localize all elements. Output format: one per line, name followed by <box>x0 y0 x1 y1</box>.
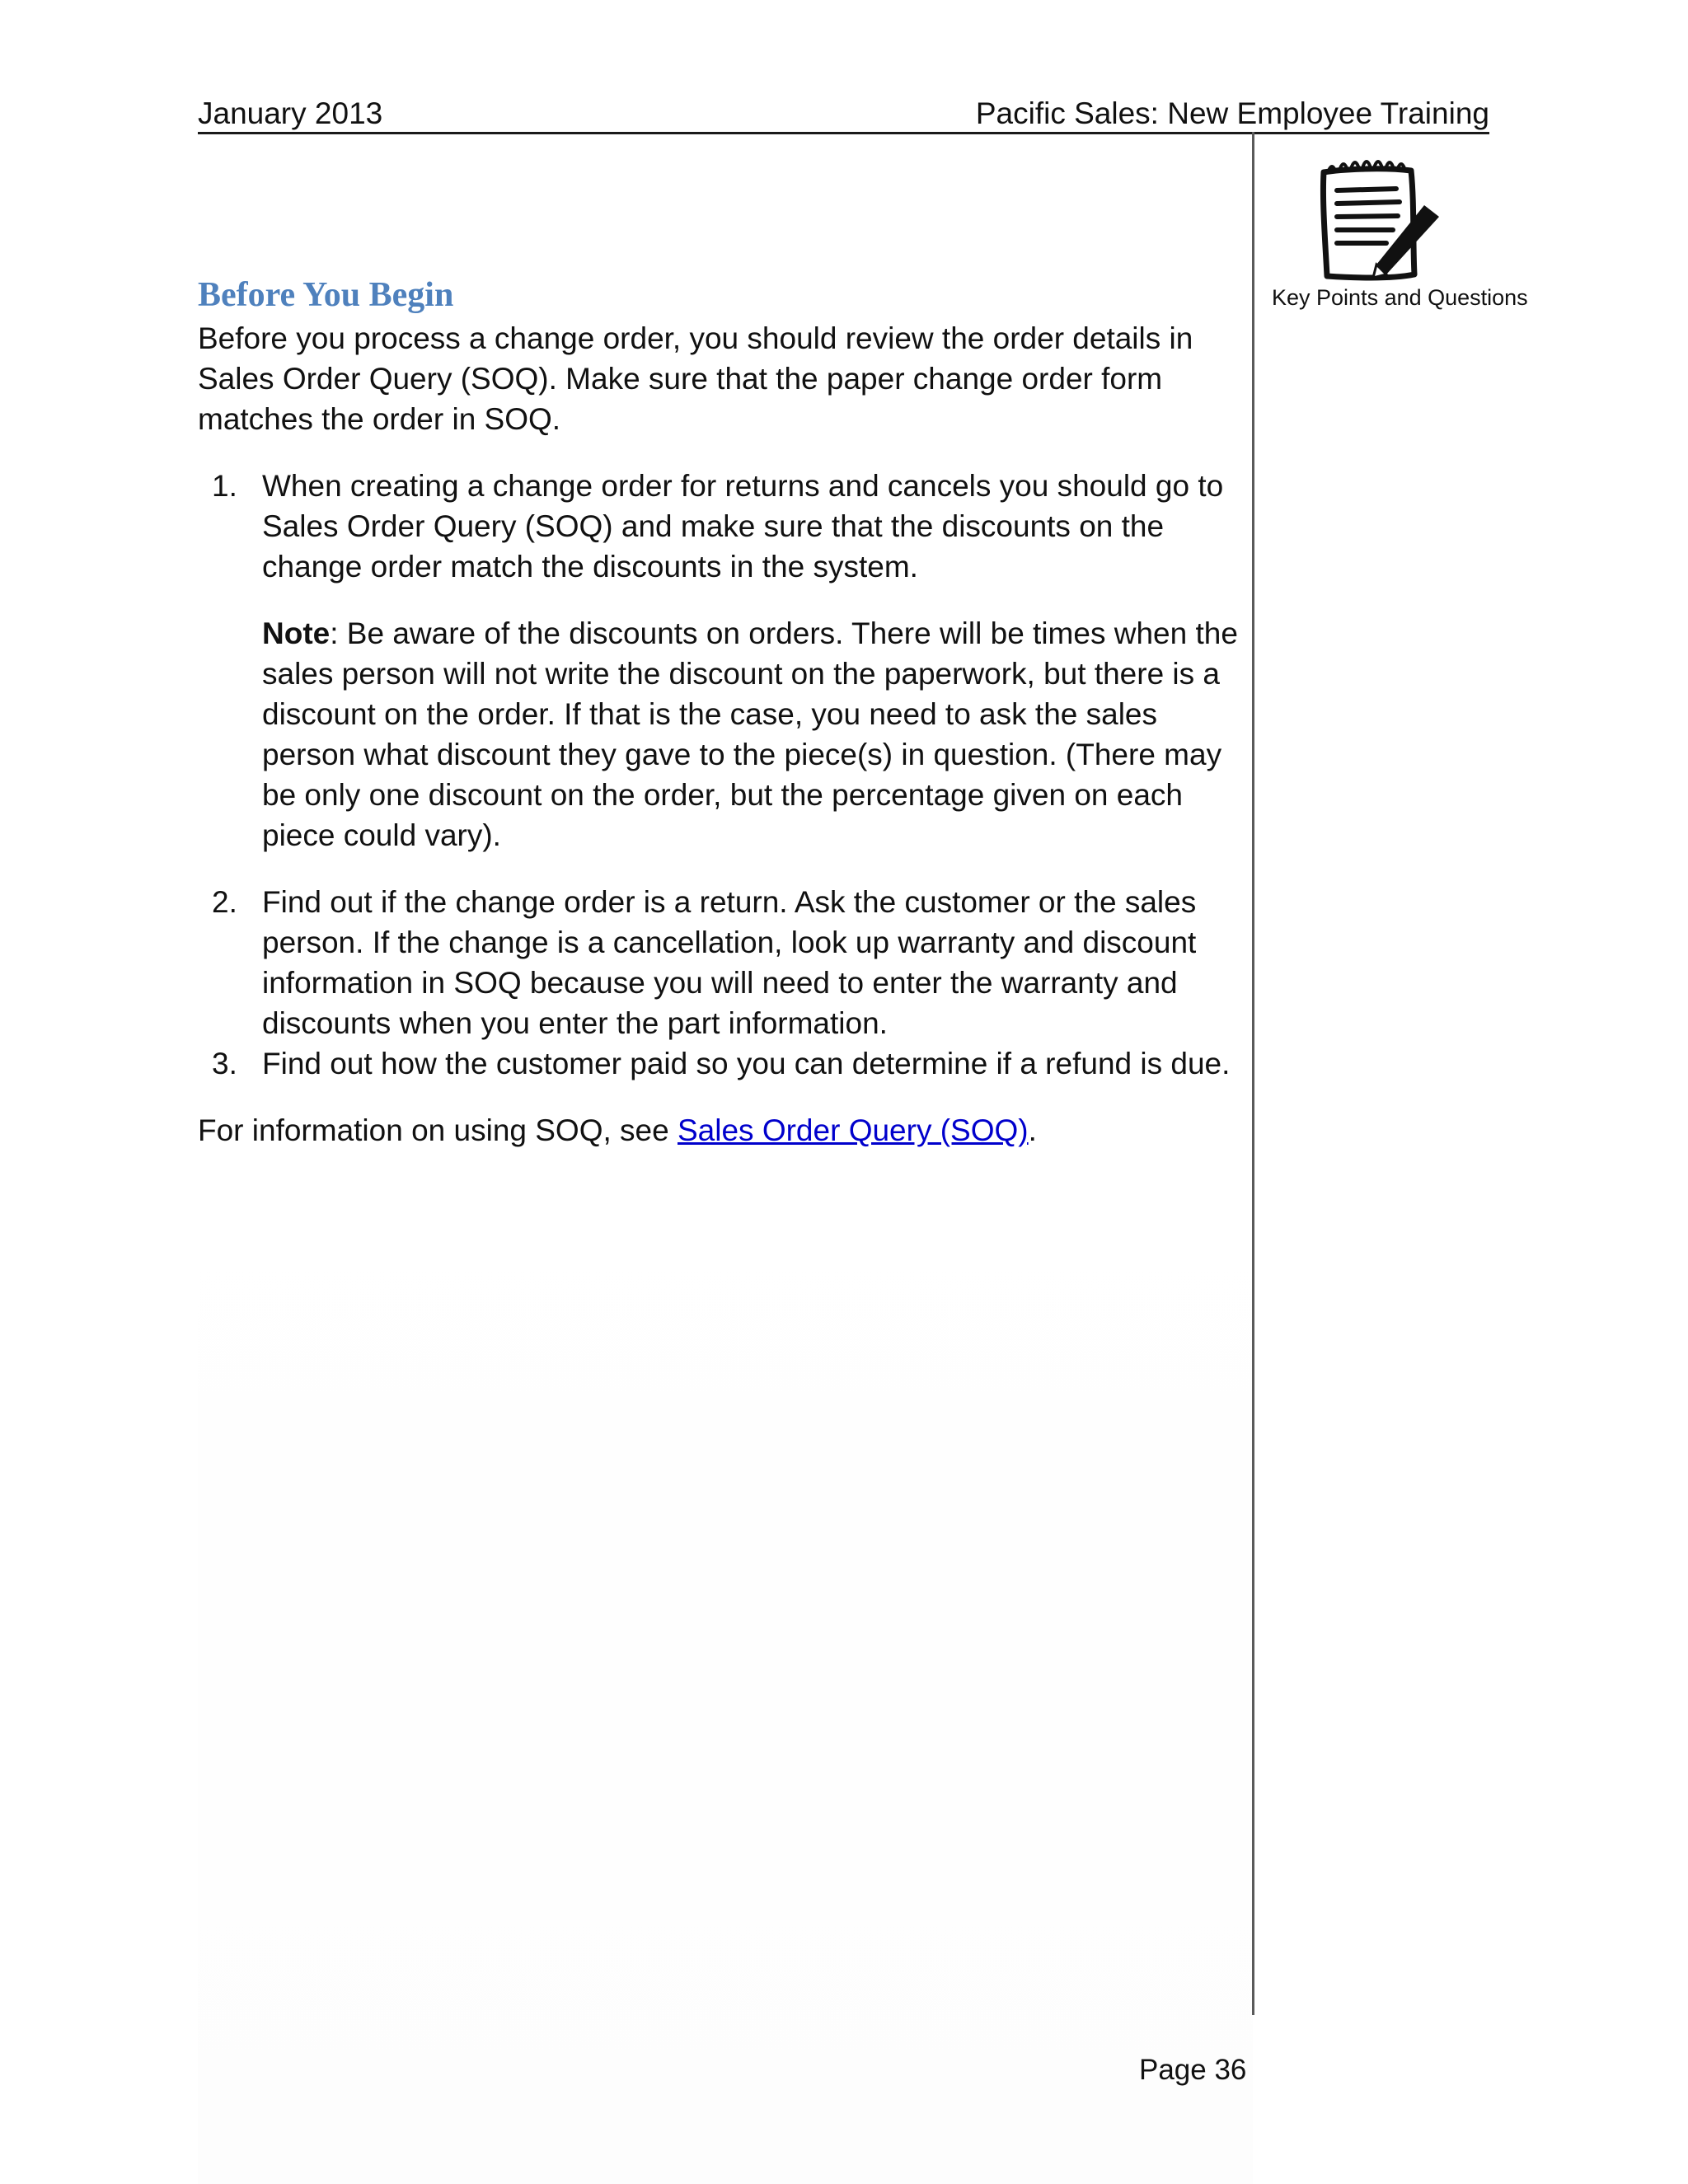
steps-list <box>198 466 1245 1084</box>
list-item <box>198 1043 1245 1084</box>
section-title: Before You Begin <box>198 276 454 314</box>
step-text: When creating a change order for returns and cancels you should go to Sales Order Query (SOQ) and make sure that the discounts on the change order match the discounts in the system. <box>262 469 1224 583</box>
step-number: 1. <box>212 469 237 503</box>
sidebar-caption: Key Points and Questions <box>1272 285 1528 310</box>
header-date: January 2013 <box>198 96 383 130</box>
see-also-prefix: For information on using SOQ, see <box>198 1113 678 1147</box>
header-document-title: Pacific Sales: New Employee Training <box>975 96 1489 130</box>
step-text: Find out how the customer paid so you can determine if a refund is due. <box>262 1047 1231 1080</box>
step-number: 3. <box>212 1047 237 1080</box>
soq-link[interactable]: Sales Order Query (SOQ) <box>678 1113 1029 1147</box>
page-header <box>198 96 1489 134</box>
page-number: Page 36 <box>1139 2054 1247 2086</box>
list-item <box>198 466 1245 855</box>
step-text: Find out if the change order is a return. Ask the customer or the sales person. If the change is a cancellation, look up warranty and discount information in SOQ because you will need to enter the warranty and discounts when you enter the part information. <box>262 885 1197 1040</box>
sidebar-divider <box>1252 132 1254 2015</box>
main-column-shade <box>198 1137 1253 2184</box>
see-also-paragraph <box>198 1110 1245 1151</box>
notepad-with-pen-icon <box>1311 152 1451 293</box>
step-number: 2. <box>212 885 237 919</box>
note-text: : Be aware of the discounts on orders. There will be times when the sales person will not write the discount on the paperwork, but there is a discount on the order. If that is the case, you need to ask the sales person what discount they gave to the piece(s) in question. (There may be only one discount on the order, but the percentage given on each piece could vary). <box>262 616 1238 852</box>
note-label: Note <box>262 616 331 650</box>
intro-paragraph: Before you process a change order, you should review the order details in Sales Order Query (SOQ). Make sure that the paper change order form matches the order in SOQ. <box>198 321 1193 436</box>
list-item <box>198 882 1245 1043</box>
note-paragraph <box>262 613 1245 855</box>
main-content <box>198 272 1245 1151</box>
see-also-suffix: . <box>1028 1113 1037 1147</box>
